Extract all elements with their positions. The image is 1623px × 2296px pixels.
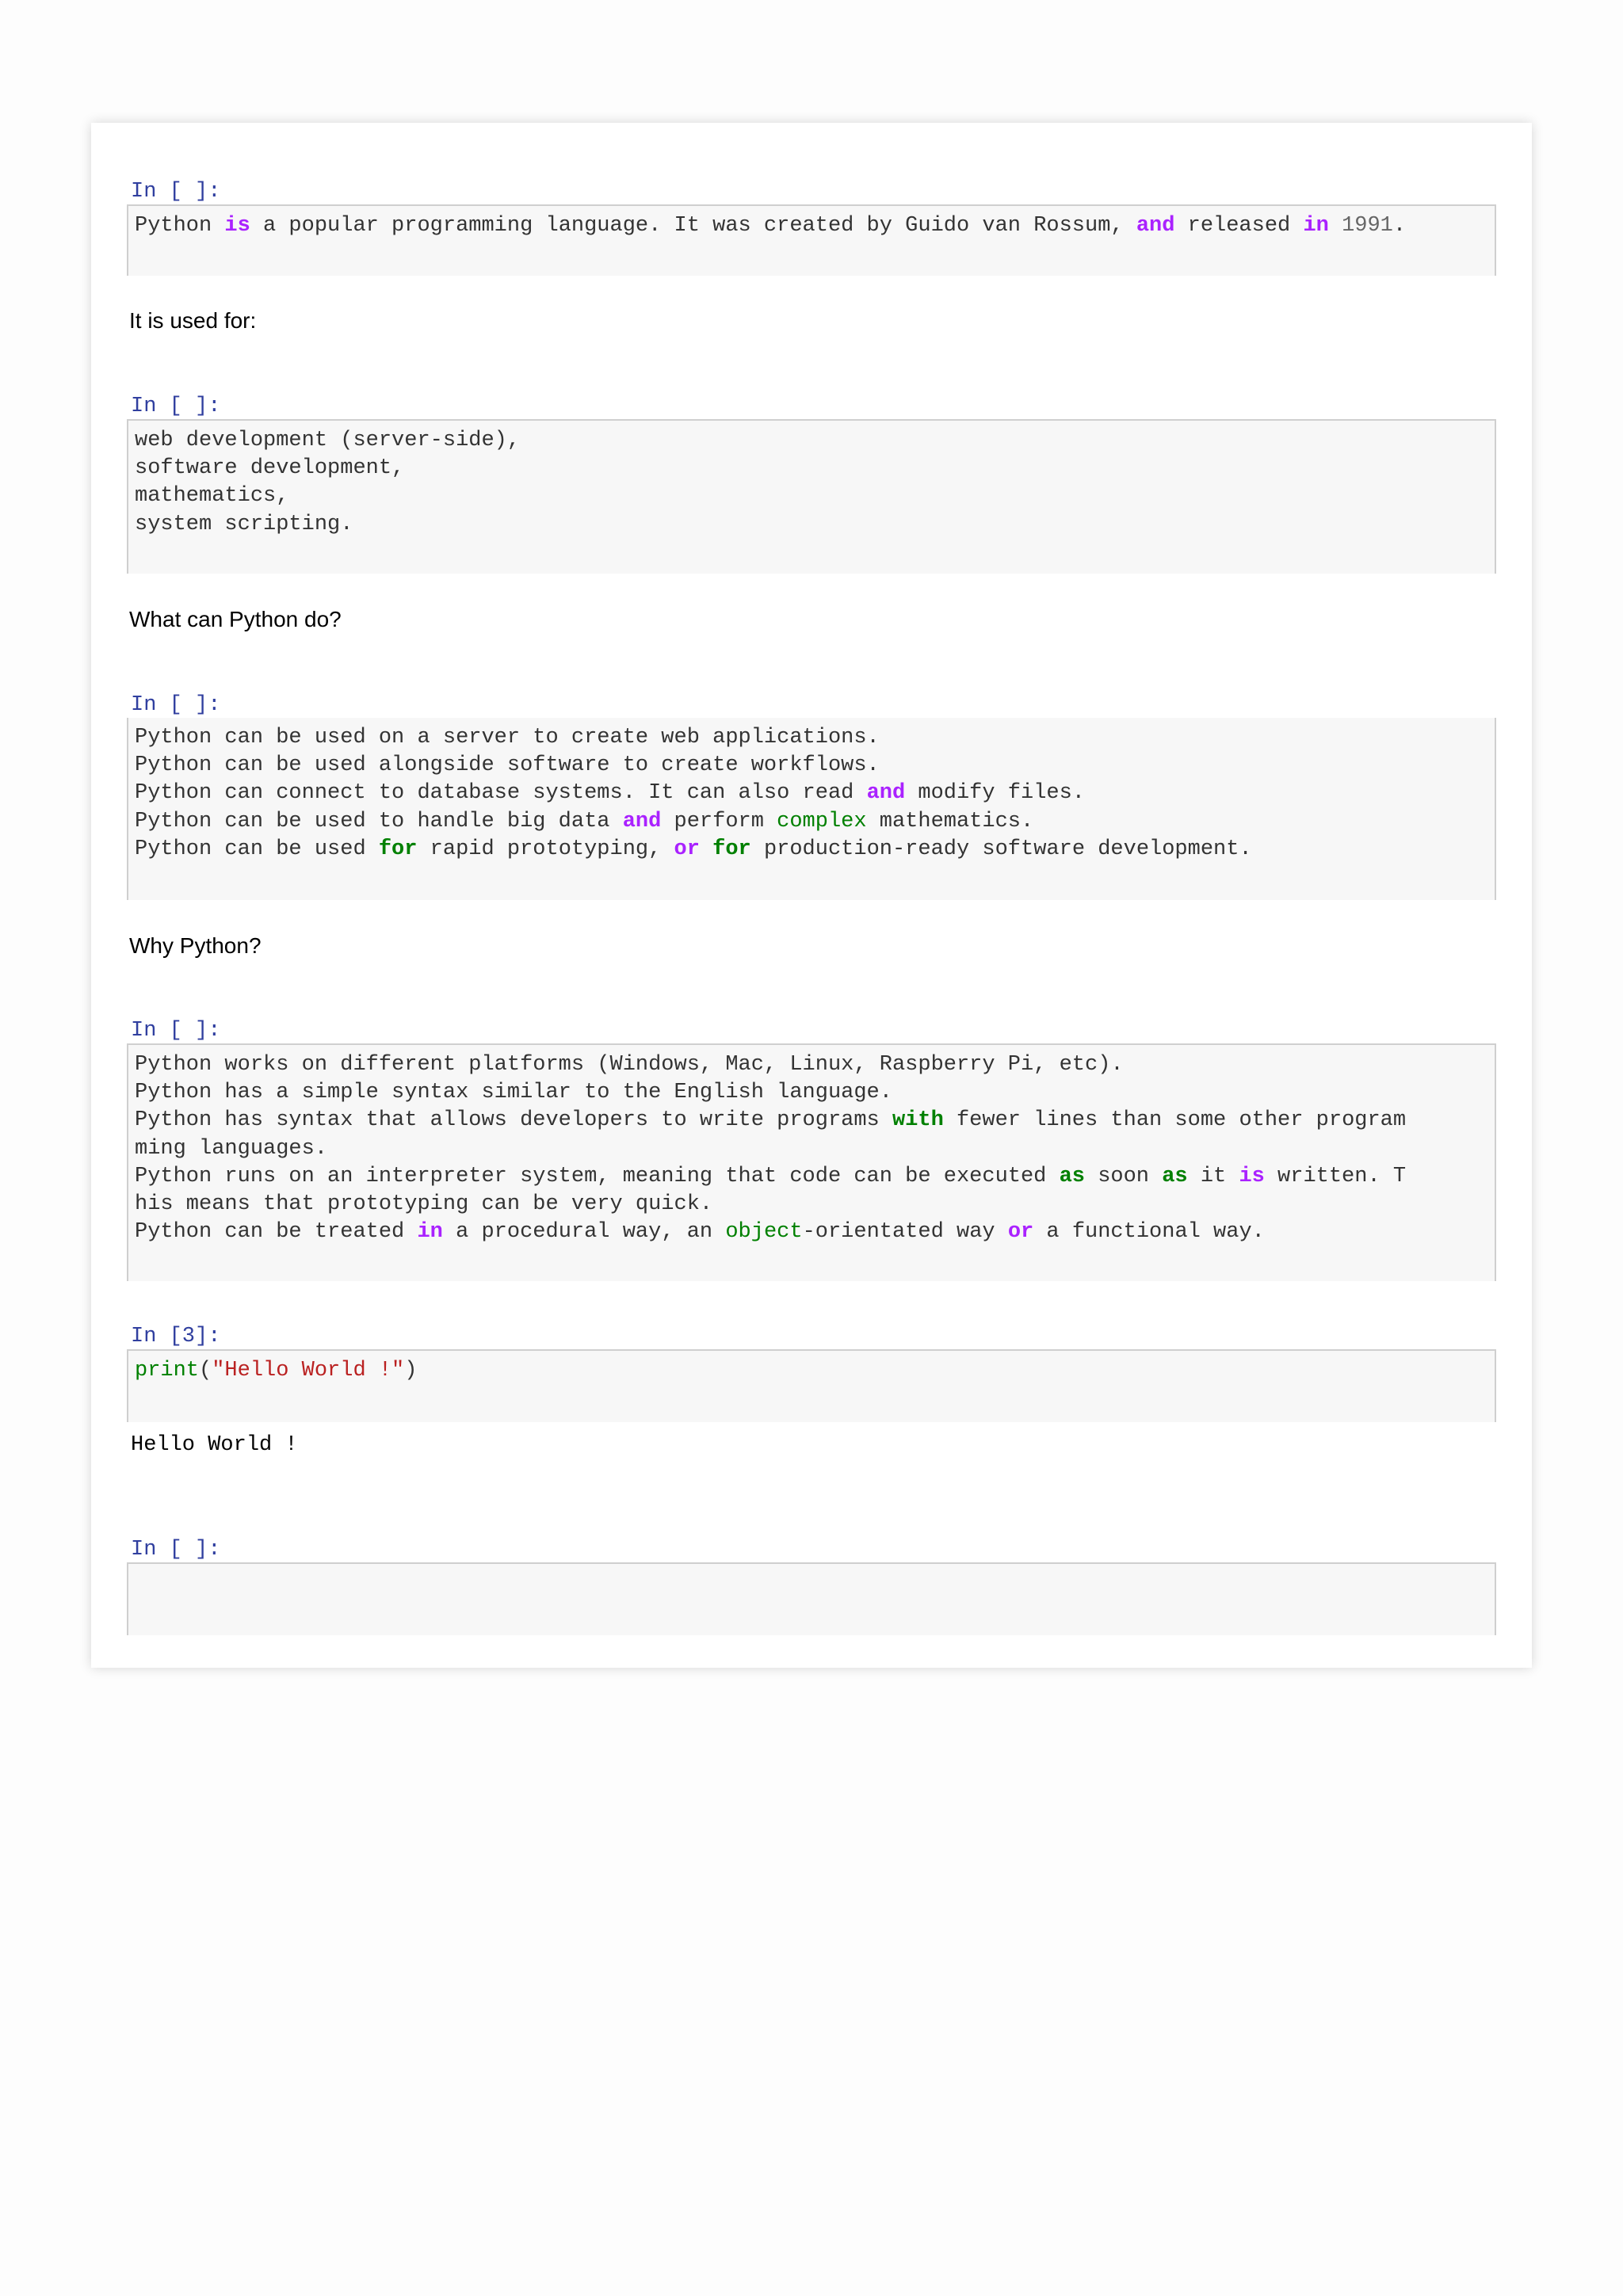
code-token: a functional way. xyxy=(1033,1220,1265,1245)
code-line xyxy=(135,836,1495,864)
code-token: Python can be treated xyxy=(135,1220,418,1245)
code-token: print xyxy=(135,1359,200,1383)
code-token: Python can be used on a server to create web applications. xyxy=(135,726,880,749)
code-token: as xyxy=(1162,1164,1188,1188)
code-line xyxy=(135,724,1495,752)
markdown-text: Why Python? xyxy=(129,933,262,958)
code-token: mathematics. xyxy=(866,809,1034,833)
code-token: it xyxy=(1187,1164,1239,1188)
code-token: Python can be used alongside software to create workflows. xyxy=(135,753,880,778)
code-line xyxy=(135,455,1495,482)
cell-prompt: In [ ]: xyxy=(131,693,221,717)
code-token xyxy=(1329,214,1342,238)
code-token: Python runs on an interpreter system, meaning that code can be executed xyxy=(135,1164,1060,1188)
code-input[interactable] xyxy=(127,1349,1496,1422)
code-token: for xyxy=(712,837,751,861)
code-token: as xyxy=(1059,1164,1085,1188)
code-input[interactable] xyxy=(127,1562,1496,1635)
code-token: complex xyxy=(777,809,867,833)
code-token xyxy=(700,837,712,861)
markdown-text: What can Python do? xyxy=(129,607,342,631)
code-line xyxy=(135,1135,1495,1163)
code-input[interactable] xyxy=(127,204,1496,276)
code-token: and xyxy=(1136,214,1175,238)
cell-prompt: In [ ]: xyxy=(131,1019,221,1043)
code-input[interactable] xyxy=(127,1043,1496,1281)
code-token: rapid prototyping, xyxy=(417,837,674,861)
code-token: . xyxy=(1392,214,1407,238)
code-token: modify files. xyxy=(905,781,1086,806)
code-token: -orientated way xyxy=(802,1220,1008,1245)
code-token: Python has a simple syntax similar to the English language. xyxy=(135,1081,892,1105)
code-token: or xyxy=(1007,1220,1034,1245)
code-token: mathematics, xyxy=(135,484,289,509)
cell-prompt: In [3]: xyxy=(131,1325,221,1348)
code-line xyxy=(135,752,1495,780)
code-token: for xyxy=(378,837,418,861)
code-token: Python works on different platforms (Windows, Mac, Linux, Raspberry Pi, etc). xyxy=(135,1053,1124,1077)
code-line xyxy=(135,482,1495,510)
code-line xyxy=(135,212,1495,240)
code-token: in xyxy=(417,1220,443,1245)
code-token: production-ready software development. xyxy=(750,837,1252,861)
code-line xyxy=(135,1107,1495,1135)
code-token: is xyxy=(224,214,250,238)
code-token: ming languages. xyxy=(135,1136,328,1161)
code-token: and xyxy=(866,781,906,806)
code-line xyxy=(135,780,1495,807)
markdown-text: It is used for: xyxy=(129,308,257,333)
code-token: fewer lines than some other program xyxy=(943,1108,1407,1133)
code-token: software development, xyxy=(135,456,405,481)
code-token: Python has syntax that allows developers to write programs xyxy=(135,1108,892,1133)
code-line xyxy=(135,511,1495,539)
cell-prompt: In [ ]: xyxy=(131,1538,221,1562)
code-input[interactable] xyxy=(127,718,1496,900)
code-token: perform xyxy=(661,809,777,833)
code-token: ( xyxy=(199,1359,212,1383)
code-line xyxy=(135,1079,1495,1107)
cell-prompt: In [ ]: xyxy=(131,395,221,418)
code-token: in xyxy=(1303,214,1329,238)
code-line xyxy=(135,1357,1495,1385)
code-line xyxy=(135,1219,1495,1246)
code-token: and xyxy=(622,809,662,833)
code-line xyxy=(135,808,1495,836)
code-line xyxy=(135,1051,1495,1079)
code-token: "Hello World !" xyxy=(212,1359,405,1383)
code-token: released xyxy=(1174,214,1304,238)
code-token: 1991 xyxy=(1342,214,1393,238)
code-token: Python can be used xyxy=(135,837,379,861)
code-token: Python can connect to database systems. It can also read xyxy=(135,781,867,806)
code-token: a popular programming language. It was created by Guido van Rossum, xyxy=(250,214,1136,238)
notebook-page xyxy=(91,123,1532,1668)
code-token: object xyxy=(725,1220,803,1245)
code-token: a procedural way, an xyxy=(442,1220,726,1245)
code-input[interactable] xyxy=(127,419,1496,574)
code-token: is xyxy=(1239,1164,1265,1188)
cell-prompt: In [ ]: xyxy=(131,180,221,204)
code-token: Python xyxy=(135,214,225,238)
code-line xyxy=(135,1163,1495,1191)
code-token: system scripting. xyxy=(135,512,353,536)
cell-output: Hello World ! xyxy=(131,1433,298,1457)
code-line xyxy=(135,1191,1495,1219)
code-line xyxy=(135,427,1495,455)
code-token: ) xyxy=(404,1359,418,1383)
code-token: his means that prototyping can be very quick. xyxy=(135,1192,713,1216)
code-token: Python can be used to handle big data xyxy=(135,809,623,833)
code-token: or xyxy=(674,837,700,861)
code-token: web development (server-side), xyxy=(135,429,521,452)
code-token: soon xyxy=(1085,1164,1163,1188)
code-token: with xyxy=(892,1108,944,1133)
code-token: written. T xyxy=(1264,1164,1407,1188)
